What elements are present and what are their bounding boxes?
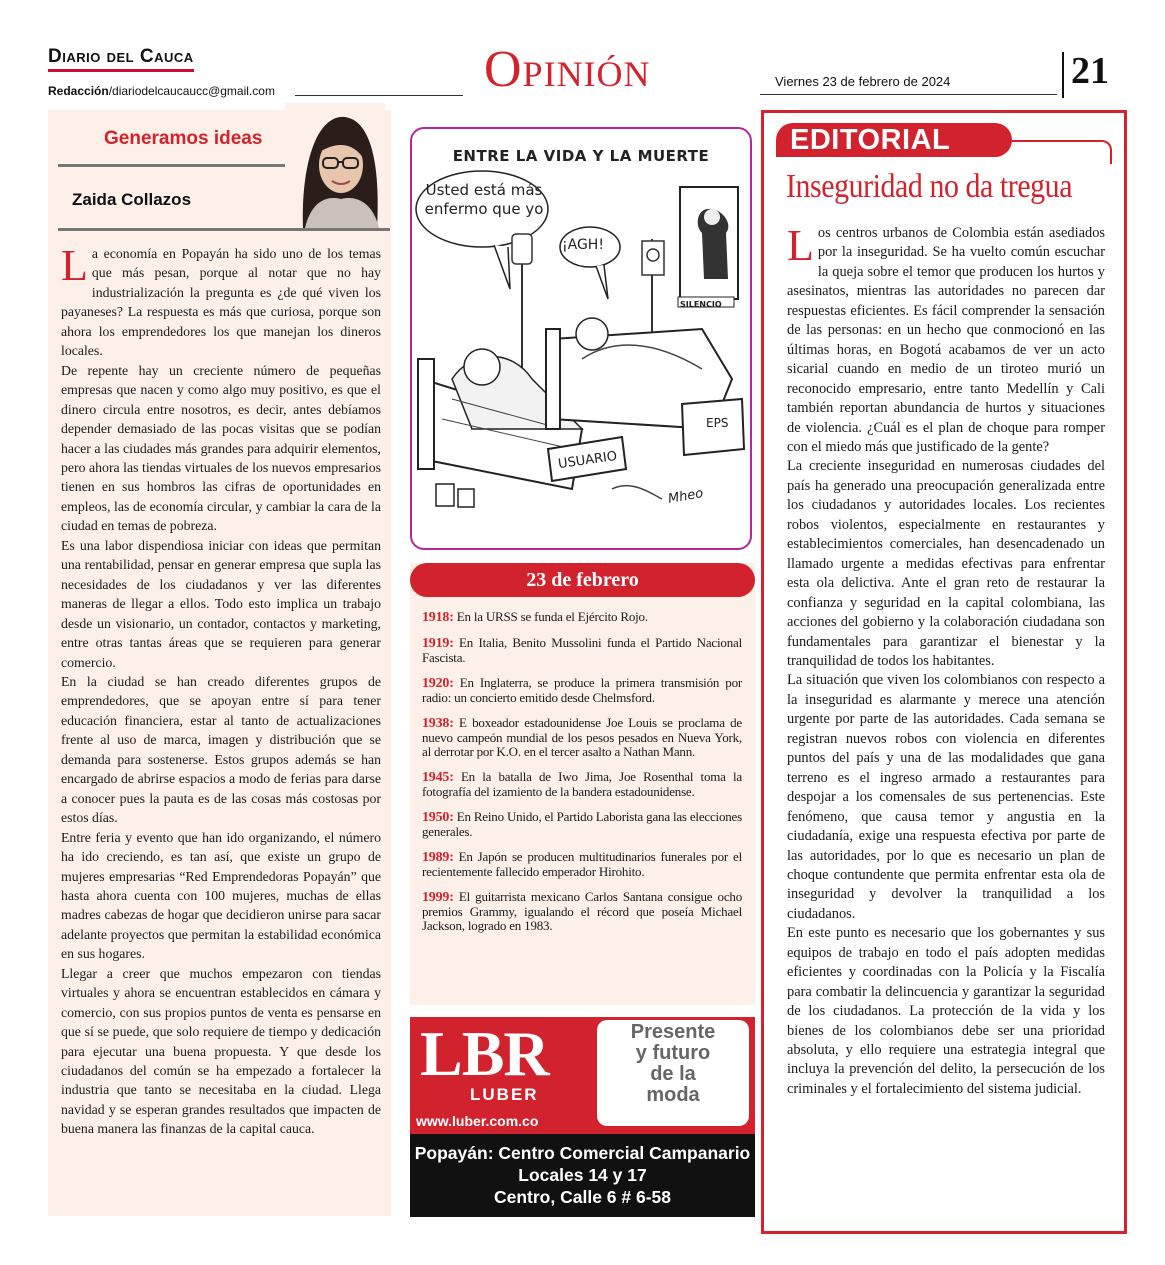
column-dropcap: L	[61, 241, 88, 290]
ephemeris-item	[422, 810, 742, 839]
editorial-dropcap: L	[787, 221, 814, 270]
editorial-paragraph: La situación que viven los colombianos con respecto a la inseguridad es alarmante y merece una atención urgente por parte de las autoridades. Cada semana se registran nuevos robos con violencia en diferentes puntos del país y una de las modalidades que gana terreno es el ingreso armado a restaurantes para despojar a los comensales de sus pertenencias. Este fenómeno, que causa temor y angustia en la ciudadanía, exige una respuesta efectiva por parte de las autoridades, por lo que es necesario un plan de choque contundente que permita enfrentar esta ola de inseguridad y devolver la tranquilidad a los ciudadanos.	[787, 672, 1105, 922]
ephemeris-text: El guitarrista mexicano Carlos Santana consigue ocho premios Grammy, igualando el récord que poseía Michael Jackson, logrado en 1983.	[422, 889, 742, 933]
ephemeris-year: 1918:	[422, 610, 454, 625]
ad-slogan-line: de la	[650, 1063, 696, 1085]
editorial-body	[787, 221, 1105, 1099]
header-rule-right	[760, 94, 1057, 95]
ad-slogan-line: y futuro	[635, 1042, 711, 1064]
ephemeris-year: 1920:	[422, 676, 454, 691]
cartoon-caption: ENTRE LA VIDA Y LA MUERTE	[452, 147, 710, 165]
page-number-divider	[1062, 52, 1064, 98]
column-title: Generamos ideas	[104, 128, 263, 149]
ad-url-link[interactable]: www.luber.com.co	[416, 1113, 539, 1129]
ad-brand-name: LUBER	[470, 1085, 539, 1104]
ephemerides-title: 23 de febrero	[410, 563, 755, 597]
editorial-title: Inseguridad no da tregua	[786, 168, 1073, 205]
editorial-paragraph	[787, 221, 1105, 457]
ephemeris-text: En Inglaterra, se produce la primera transmisión por radio: un concierto emitido desde Chelmsford.	[422, 675, 742, 705]
ad-slogan	[597, 1022, 749, 1106]
ad-address-line: Locales 14 y 17	[518, 1165, 647, 1185]
ephemeris-item	[422, 850, 742, 879]
column-paragraph: Es una labor dispendiosa iniciar con ideas que permitan una rentabilidad, pensar en generar empresa que supla las necesidades de los ciudadanos y ver las diferentes maneras de llegar a ellos. Todo esto implica un trabajo desde un visionario, un contador, contactos y marketing, entre otras tantas áreas que se requieren para generar comercio.	[61, 537, 381, 670]
ephemeris-item	[422, 770, 742, 799]
cartoon-speech-bubble-2: ¡AGH!	[562, 237, 604, 253]
cartoonist-signature: Mheo	[666, 486, 705, 507]
editorial-paragraph: La creciente inseguridad en numerosas ciudades del país ha generado una preocupación generalizada entre los ciudadanos y autoridades locales. Los recientes robos violentos, especialmente en restaurantes y establecimientos comerciales, han desencadenado un llamado urgente a medidas efectivas para enfrentar esta ola delictiva. Ante el gran reto de restaurar la confianza y seguridad en la capital colombiana, las acciones del gobierno y la colaboración ciudadana son fundamentales para garantizar el bienestar y la tranquilidad de todos los habitantes.	[787, 458, 1105, 669]
author-photo	[285, 103, 385, 228]
page-number: 21	[1071, 50, 1109, 92]
ephemeris-item	[422, 676, 742, 705]
column-paragraph: Llegar a creer que muchos empezaron con tiendas virtuales y ahora se encuentran establecidos en cámara y comercio, con sus propios puntos de venta es pensarse en que sí se puede, que solo requiere de tiempo y dedicación para ejecutar una buena propuesta. Y que desde los ciudadanos del común se ha empezado a fortalecer la industria que tanto se necesitaba en la ciudad. Llega navidad y se esperan grandes resultados que impacten de buena manera las finanzas de la capital cauca.	[61, 965, 381, 1137]
editorial-tab: EDITORIAL	[776, 123, 1012, 157]
ephemeris-text: En Japón se producen multitudinarios funerales por el recientemente fallecido emperador Hirohito.	[422, 849, 742, 879]
ad-slogan-line: moda	[646, 1084, 700, 1106]
ephemeris-year: 1999:	[422, 890, 454, 905]
column-title-rule	[58, 164, 290, 167]
masthead: Diario del Cauca	[48, 46, 194, 72]
ad-logo: LBR	[420, 1018, 549, 1089]
ad-slogan-line: Presente	[630, 1021, 716, 1043]
cartoon-sign: SILENCIO	[680, 300, 722, 309]
editorial-paragraph-text: os centros urbanos de Colombia están asediados por la inseguridad. Se ha vuelto común escuchar la queja sobre el temor que producen los hurtos y asesinatos, mientras las autoridades no parecen dar respuestas eficientes. Es fácil comprender la sensación de las personas: en un hecho que conmocionó en las últimas horas, en Bogotá acabamos de ver un acto sicarial cuando en medio de un tiroteo murió un reconocido empresario, entre tanto Medellín y Cali también reportan abundancia de hurtos y situaciones de violencia. ¿Cuál es el plan de choque para romper con el miedo más que justificado de la gente?	[787, 225, 1105, 455]
editorial-paragraph: En este punto es necesario que los gobernantes y sus equipos de trabajo en todo el país adopten medidas eficientes y coordinadas con la Policía y la Fiscalía para combatir la delincuencia y garantizar la seguridad de los ciudadanos. La protección de la vida y los bienes de los colombianos debe ser una prioridad absoluta, y ello requiere una estrategia integral que incluya la prevención del delito, la persecución de los criminales y el fortalecimiento del sistema judicial.	[787, 925, 1105, 1097]
column-paragraph-text: a economía en Popayán ha sido uno de los temas que más pesan, porque al notar que no hay industrialización la pregunta es ¿de qué viven los payaneses? La respuesta es más que curiosa, porque son ahora los emprendedores los que manejan los dineros locales.	[61, 246, 381, 359]
ad-address-line: Popayán: Centro Comercial Campanario	[414, 1143, 751, 1163]
ephemeris-year: 1919:	[422, 636, 454, 651]
ephemeris-text: En la batalla de Iwo Jima, Joe Rosenthal toma la fotografía del izamiento de la bandera estadounidense.	[422, 769, 742, 799]
ephemeris-item	[422, 890, 742, 933]
cartoon-speech-bubble-1: Usted está más enfermo que yo	[424, 181, 544, 218]
redaccion-email: /diariodelcaucaucc@gmail.com	[108, 84, 275, 98]
cartoon-label-usuario: USUARIO	[557, 448, 619, 473]
column-paragraph: En la ciudad se han creado diferentes grupos de emprendedores, que se apoyan entre sí para tener educación financiera, estar al tanto de actualizaciones frente al uso de marca, imagen y distribución que se demanda para sostenerse. Estos grupos además se han encargado de abrirse espacios a modo de ferias para darse a conocer pues la pauta es de las cosas más costosas por estos días.	[61, 673, 381, 826]
ephemeris-text: En Italia, Benito Mussolini funda el Partido Nacional Fascista.	[422, 635, 742, 665]
column-body	[61, 241, 381, 1139]
redaccion-line	[48, 84, 275, 98]
editorial-tab-rule	[1012, 140, 1112, 164]
cartoon-label-eps: EPS	[706, 416, 729, 430]
section-title: Opinión	[484, 41, 651, 98]
ad-address	[410, 1142, 755, 1208]
redaccion-label: Redacción	[48, 84, 109, 98]
ephemeris-item	[422, 716, 742, 759]
ephemerides-list	[422, 610, 742, 944]
editorial-cartoon	[410, 127, 752, 550]
ephemeris-text: En la URSS se funda el Ejército Rojo.	[453, 609, 648, 624]
ephemeris-year: 1950:	[422, 810, 454, 825]
ephemeris-year: 1989:	[422, 850, 454, 865]
column-paragraph: De repente hay un creciente número de pequeñas empresas que nacen y como algo muy positivo, es que el dinero circula entre nosotros, es decir, antes debíamos depender demasiado de las pocas visitas que se podían hacer a las ciudades más grandes para adquirir elementos, pero ahora las tiendas virtuales de los nuevos empresarios tienen en sus hombros las cifras de oportunidades en empleos, las de economía circular, y cambiar la cara de la ciudad en temas de pobreza.	[61, 362, 381, 534]
ephemeris-item	[422, 610, 742, 625]
header-rule-left	[295, 95, 463, 96]
ephemeris-text: En Reino Unido, el Partido Laborista gana las elecciones generales.	[422, 809, 742, 839]
ephemeris-text: E boxeador estadounidense Joe Louis se proclama de nuevo campeón mundial de los pesos pesados en Nueva York, al derrotar por K.O. en el tercer asalto a Nathan Mann.	[422, 715, 742, 759]
ephemeris-item	[422, 636, 742, 665]
ephemeris-year: 1938:	[422, 716, 454, 731]
ephemeris-year: 1945:	[422, 770, 454, 785]
publication-date: Viernes 23 de febrero de 2024	[775, 74, 951, 89]
column-author-rule	[58, 228, 390, 231]
column-paragraph	[61, 241, 381, 361]
column-author: Zaida Collazos	[72, 190, 192, 209]
ad-address-line: Centro, Calle 6 # 6-58	[493, 1187, 672, 1207]
column-paragraph: Entre feria y evento que han ido organizando, el número ha ido creciendo, es tan así, que existe un grupo de mujeres empresarias “Red Emprendedoras Popayán” que hasta ahora cuenta con 100 mujeres, muchas de ellas madres cabezas de hogar que decidieron unirse para sacar adelante proyectos que permitan la estabilidad económica en sus hogares.	[61, 829, 381, 962]
